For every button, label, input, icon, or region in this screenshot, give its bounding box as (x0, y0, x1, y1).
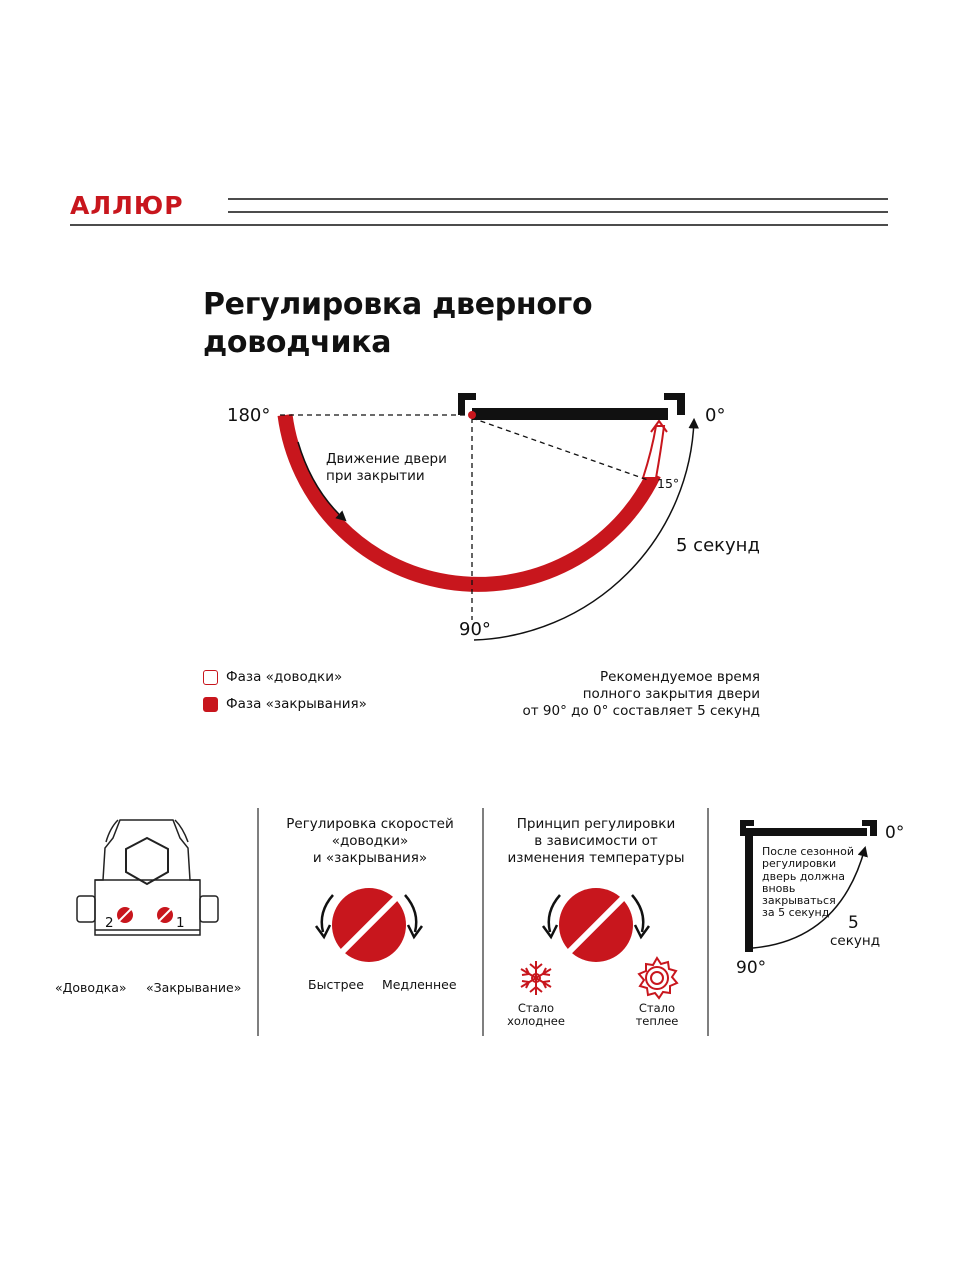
legend-latch-label: Фаза «доводки» (226, 669, 343, 685)
snowflake-icon (521, 961, 551, 995)
closing-phase-arc (285, 415, 654, 584)
panel2-heading-line3: и «закрывания» (312, 850, 428, 866)
time-label: 5 секунд (676, 535, 760, 556)
motion-label-line2: при закрытии (326, 468, 425, 484)
legend-closing-swatch (203, 697, 218, 712)
page-title-line1: Регулировка дверного (203, 287, 593, 322)
angle-0-label: 0° (705, 405, 726, 426)
page-title (203, 286, 592, 362)
season-note-line2: регулировки (762, 857, 837, 871)
season-note-line5: закрываться (762, 894, 836, 908)
panel2-heading (270, 816, 470, 867)
colder-label-line1: Стало (517, 1001, 555, 1015)
slower-arrow-icon (405, 895, 422, 937)
screw-2-label: 2 (105, 915, 114, 931)
header-rules (70, 199, 888, 225)
angle-15-label: 15° (657, 476, 680, 491)
latch-caption: «Доводка» (55, 980, 127, 995)
door-slab (472, 408, 668, 420)
season-note (762, 846, 854, 920)
adjust-screw-1 (157, 907, 173, 923)
panel2-heading-line1: Регулировка скоростей (286, 816, 454, 832)
panel3-heading (494, 816, 698, 867)
temperature-valve-icon (559, 888, 633, 962)
faster-arrow-icon (316, 895, 333, 937)
warmer-arrow-icon (632, 895, 649, 937)
sun-icon (639, 958, 677, 998)
brand-logo: АЛЛЮР (70, 191, 184, 220)
panel4-angle-0: 0° (885, 823, 905, 843)
screw-1-label: 1 (176, 915, 185, 931)
speed-valve-icon (332, 888, 406, 962)
season-note-line3: дверь должна (762, 869, 846, 883)
legend-closing-label: Фаза «закрывания» (226, 696, 367, 712)
panel3-heading-line1: Принцип регулировки (516, 816, 676, 832)
panel3-heading-line3: изменения температуры (507, 850, 685, 866)
colder-label (501, 1002, 571, 1028)
panel2-heading-line2: «доводки» (331, 833, 409, 849)
panel3-heading-line2: в зависимости от (534, 833, 658, 849)
warmer-label-line2: теплее (635, 1014, 679, 1028)
latch-phase-band (643, 426, 664, 478)
season-note-line1: После сезонной (762, 845, 855, 858)
page-title-line2: доводчика (203, 325, 392, 360)
slower-label: Медленнее (382, 977, 457, 992)
motion-label-line1: Движение двери (326, 451, 447, 467)
season-note-line4: вновь (762, 881, 796, 895)
warmer-label (622, 1002, 692, 1028)
closer-body-illustration (77, 820, 218, 935)
warmer-label-line1: Стало (638, 1001, 676, 1015)
recommendation-line1: Рекомендуемое время (600, 669, 760, 685)
recommendation-text (460, 669, 760, 720)
angle-180-label: 180° (227, 405, 271, 426)
legend-latch-swatch (203, 670, 218, 685)
panel4-angle-90: 90° (736, 958, 767, 978)
colder-label-line2: холоднее (507, 1014, 565, 1028)
recommendation-line3: от 90° до 0° составляет 5 секунд (522, 703, 760, 719)
colder-arrow-icon (543, 895, 560, 937)
faster-label: Быстрее (308, 977, 364, 992)
door-diagram (280, 393, 694, 640)
recommendation-line2: полного закрытия двери (582, 686, 760, 702)
angle-90-label: 90° (459, 619, 491, 640)
panel4-time-unit: секунд (830, 933, 881, 949)
adjust-screw-2 (117, 907, 133, 923)
panel4-time-num: 5 (848, 913, 859, 933)
closing-caption: «Закрывание» (146, 980, 242, 995)
season-note-line6: за 5 секунд (762, 906, 830, 920)
motion-label (326, 451, 447, 485)
hinge-point (468, 411, 476, 419)
